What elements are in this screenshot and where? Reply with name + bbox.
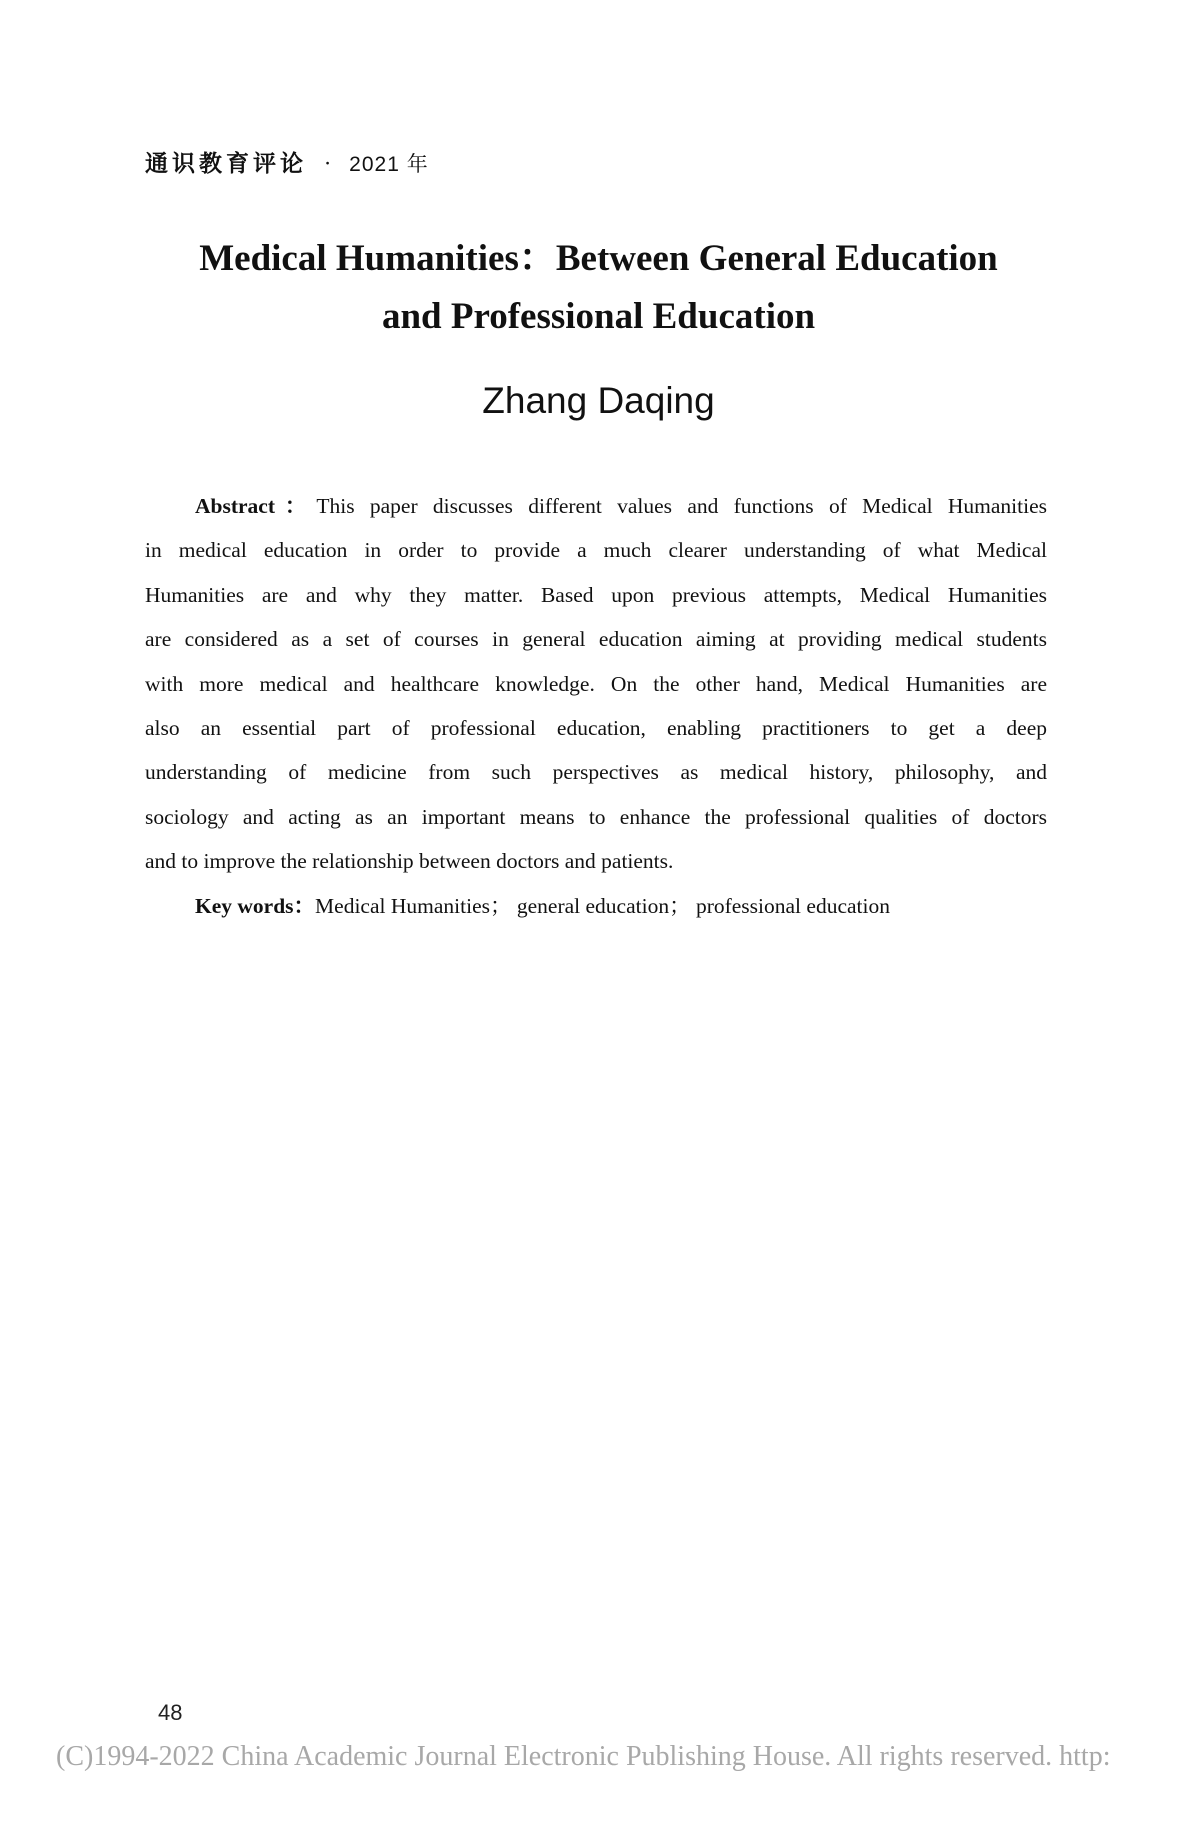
page-number: 48	[158, 1700, 183, 1725]
abstract-line	[145, 484, 1047, 528]
abstract-line: with more medical and healthcare knowledge. On the other hand, Medical Humanities are	[145, 671, 1047, 696]
author-name: Zhang Daqing	[482, 380, 715, 421]
paper-title	[0, 230, 1197, 346]
abstract-line: understanding of medicine from such perspectives as medical history, philosophy, and	[145, 760, 1047, 785]
abstract-line: and to improve the relationship between doctors and patients.	[145, 849, 674, 874]
keywords-text: Medical Humanities； general education； professional education	[315, 894, 890, 918]
abstract-line: sociology and acting as an important means to enhance the professional qualities of doctors	[145, 804, 1047, 829]
copyright-watermark: (C)1994-2022 China Academic Journal Electronic Publishing House. All rights reserved. http:	[56, 1741, 1111, 1772]
title-line-1: Medical Humanities：Between General Education	[199, 238, 998, 279]
abstract	[145, 484, 1047, 884]
keywords	[195, 884, 890, 928]
journal-name: 通识教育评论	[145, 150, 307, 177]
abstract-line-text: This paper discusses different values and functions of Medical Humanities	[316, 494, 1048, 518]
abstract-line: also an essential part of professional education, enabling practitioners to get a deep	[145, 715, 1047, 740]
header-year: 2021 年	[349, 153, 429, 176]
abstract-line: in medical education in order to provide a much clearer understanding of what Medical	[145, 538, 1047, 563]
abstract-line: Humanities are and why they matter. Based upon previous attempts, Medical Humanities	[145, 582, 1047, 607]
title-line-2: and Professional Education	[381, 296, 816, 337]
abstract-line: are considered as a set of courses in general education aiming at providing medical students	[145, 627, 1047, 652]
abstract-label: Abstract：	[195, 494, 317, 518]
keywords-label: Key words：	[195, 894, 316, 918]
running-header	[145, 145, 429, 178]
header-separator: ·	[323, 151, 333, 176]
